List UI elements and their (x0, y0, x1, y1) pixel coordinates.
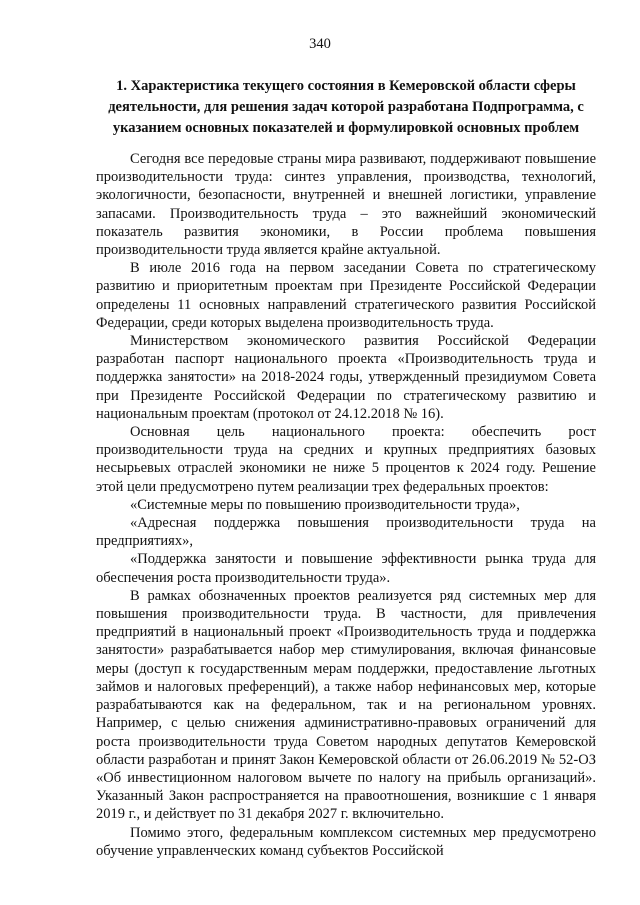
paragraph: Помимо этого, федеральным комплексом системных мер предусмотрено обучение управленческих команд субъектов Российской (96, 824, 596, 859)
paragraph: Основная цель национального проекта: обеспечить рост производительности труда на средних и крупных предприятиях базовых несырьевых отраслей экономики не ниже 5 процентов к 2024 году. Решение этой цели предусмотрено путем реализации трех федеральных проектов: (96, 424, 596, 495)
list-item-quote: «Поддержка занятости и повышение эффективности рынка труда для обеспечения роста производительности труда». (96, 551, 596, 586)
section-heading: 1. Характеристика текущего состояния в Кемеровской области сферы деятельности, для решения задач которой разработана Подпрограмма, с указанием основных показателей и формулировкой основных проблем (108, 78, 584, 136)
paragraph: Сегодня все передовые страны мира развивают, поддерживают повышение производительности труда: синтез управления, производства, технологий, экологичности, безопасности, внутренней и внешней логистики, управление запасами. Производительность труда – это важнейший экономический показатель развития экономики, в России проблема повышения производительности труда является крайне актуальной. (96, 151, 596, 259)
paragraph: В июле 2016 года на первом заседании Совета по стратегическому развитию и приоритетным проектам при Президенте Российской Федерации определены 11 основных направлений стратегического развития Российской Федерации, среди которых выделена производительность труда. (96, 260, 596, 331)
list-item-quote: «Системные меры по повышению производительности труда», (130, 496, 520, 513)
paragraph: В рамках обозначенных проектов реализуется ряд системных мер для повышения производительности труда. В частности, для привлечения предприятий в национальный проект «Производительность труда и поддержка занятости» разрабатывается набор мер стимулирования, включая финансовые меры (доступ к государственным мерам поддержки, предоставление льготных займов и налоговых преференций), а также набор нефинансовых мер, которые разрабатываются как на федеральном, так и на региональном уровнях. Например, с целью снижения административно-правовых ограничений для роста производительности труда Советом народных депутатов Кемеровской области разработан и принят Закон Кемеровской области от 26.06.2019 № 52-ОЗ «Об инвестиционном налоговом вычете по налогу на прибыль организаций». Указанный Закон распространяется на правоотношения, возникшие с 1 января 2019 г., и действует по 31 декабря 2027 г. включительно. (96, 587, 596, 823)
paragraph: Министерством экономического развития Российской Федерации разработан паспорт национального проекта «Производительность труда и поддержка занятости» на 2018-2024 годы, утвержденный президиумом Совета при Президенте Российской Федерации по стратегическому развитию и национальным проектам (протокол от 24.12.2018 № 16). (96, 333, 596, 422)
page-number: 340 (309, 36, 331, 52)
body-text (96, 150, 596, 860)
list-item-quote: «Адресная поддержка повышения производительности труда на предприятиях», (96, 515, 596, 550)
